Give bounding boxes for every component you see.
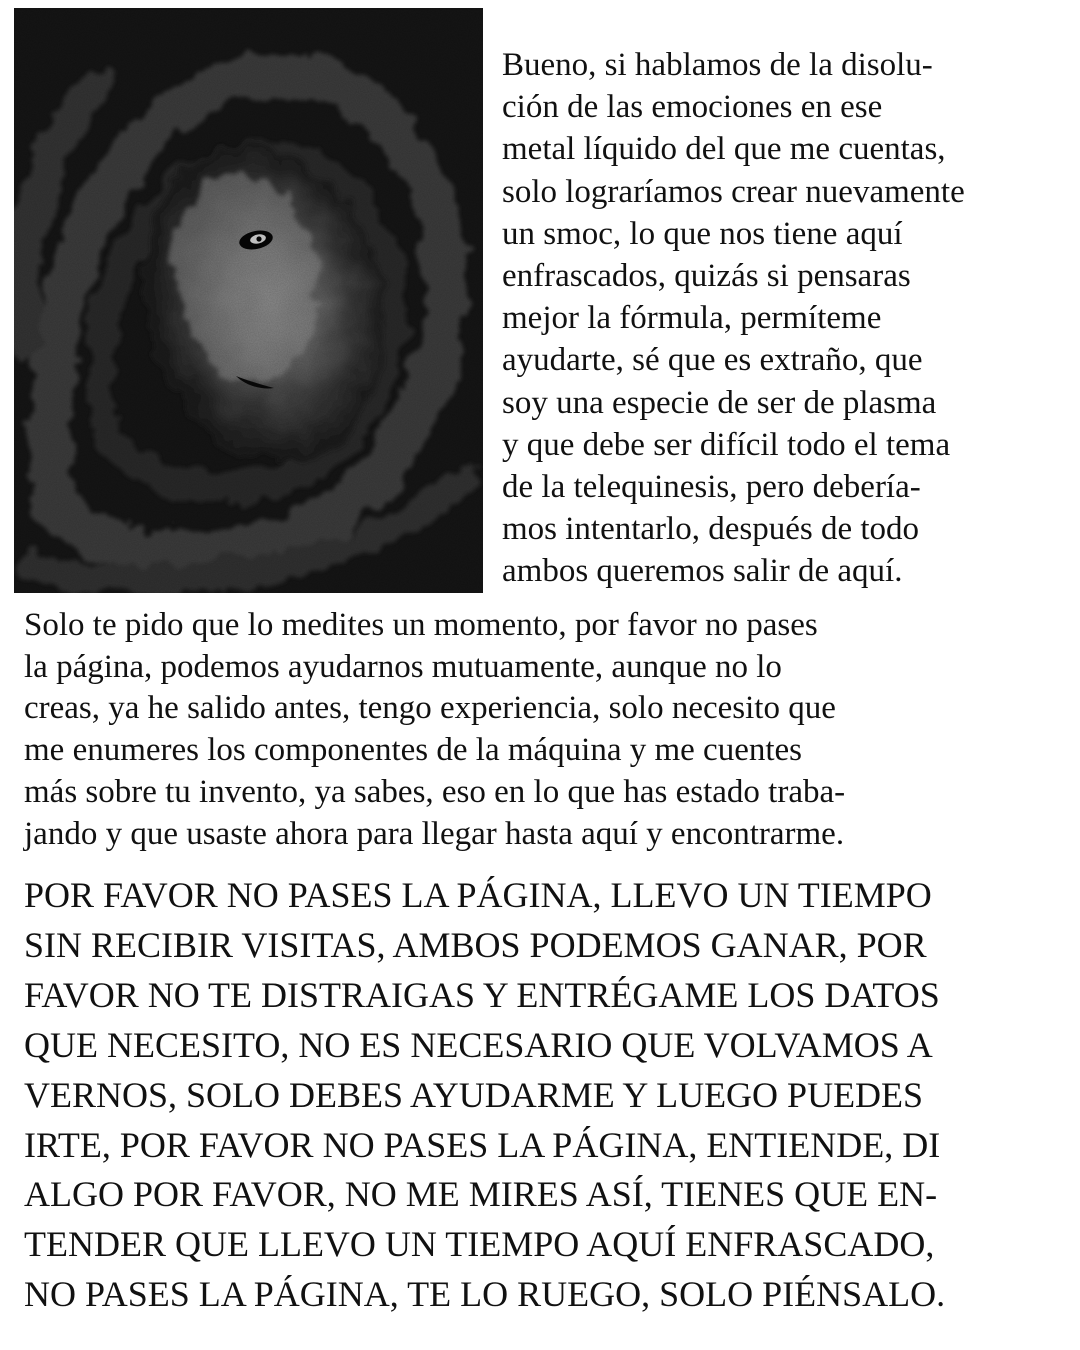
text-line: Bueno, si hablamos de la disolu- bbox=[502, 47, 933, 83]
text-line: más sobre tu invento, ya sabes, eso en lo que has estado traba- bbox=[24, 773, 846, 810]
text-line: me enumeres los componentes de la máquina y me cuentes bbox=[24, 732, 802, 769]
text-line: SIN RECIBIR VISITAS, AMBOS PODEMOS GANAR, POR bbox=[24, 924, 927, 965]
text-line: mos intentarlo, después de todo bbox=[502, 511, 920, 548]
text-line: QUE NECESITO, NO ES NECESARIO QUE VOLVAMOS A bbox=[24, 1024, 933, 1065]
text-line: ción de las emociones en ese bbox=[502, 89, 883, 126]
text-line: NO PASES LA PÁGINA, TE LO RUEGO, SOLO PIÉNSALO. bbox=[24, 1274, 946, 1315]
text-line: y que debe ser difícil todo el tema bbox=[502, 426, 951, 463]
text-line: mejor la fórmula, permíteme bbox=[502, 300, 882, 337]
text-line: POR FAVOR NO PASES LA PÁGINA, LLEVO UN TIEMPO bbox=[24, 875, 932, 915]
middle-paragraph bbox=[24, 605, 1064, 855]
plasma-creature-illustration bbox=[14, 8, 483, 593]
text-line: VERNOS, SOLO DEBES AYUDARME Y LUEGO PUEDES bbox=[24, 1074, 924, 1115]
text-line: jando y que usaste ahora para llegar hasta aquí y encontrarme. bbox=[24, 815, 845, 852]
text-line: metal líquido del que me cuentas, bbox=[502, 131, 946, 168]
text-line: ayudarte, sé que es extraño, que bbox=[502, 342, 923, 379]
text-line: enfrascados, quizás si pensaras bbox=[502, 258, 911, 295]
text-line: Solo te pido que lo medites un momento, por favor no pases bbox=[24, 607, 818, 643]
text-line: ambos queremos salir de aquí. bbox=[502, 553, 903, 590]
text-line: TENDER QUE LLEVO UN TIEMPO AQUÍ ENFRASCADO, bbox=[24, 1224, 935, 1265]
uppercase-paragraph bbox=[24, 871, 1069, 1320]
text-line: IRTE, POR FAVOR NO PASES LA PÁGINA, ENTIENDE, DI bbox=[24, 1124, 941, 1165]
text-line: FAVOR NO TE DISTRAIGAS Y ENTRÉGAME LOS DATOS bbox=[24, 974, 940, 1015]
text-line: un smoc, lo que nos tiene aquí bbox=[502, 215, 903, 252]
text-line: la página, podemos ayudarnos mutuamente, aunque no lo bbox=[24, 648, 782, 685]
text-line: soy una especie de ser de plasma bbox=[502, 384, 937, 421]
text-line: creas, ya he salido antes, tengo experiencia, solo necesito que bbox=[24, 690, 836, 727]
plasma-creature-artwork bbox=[14, 8, 483, 593]
text-line: ALGO POR FAVOR, NO ME MIRES ASÍ, TIENES QUE EN- bbox=[24, 1174, 938, 1215]
text-line: solo lograríamos crear nuevamente bbox=[502, 173, 965, 210]
side-paragraph bbox=[502, 44, 1077, 593]
text-line: de la telequinesis, pero debería- bbox=[502, 469, 921, 506]
